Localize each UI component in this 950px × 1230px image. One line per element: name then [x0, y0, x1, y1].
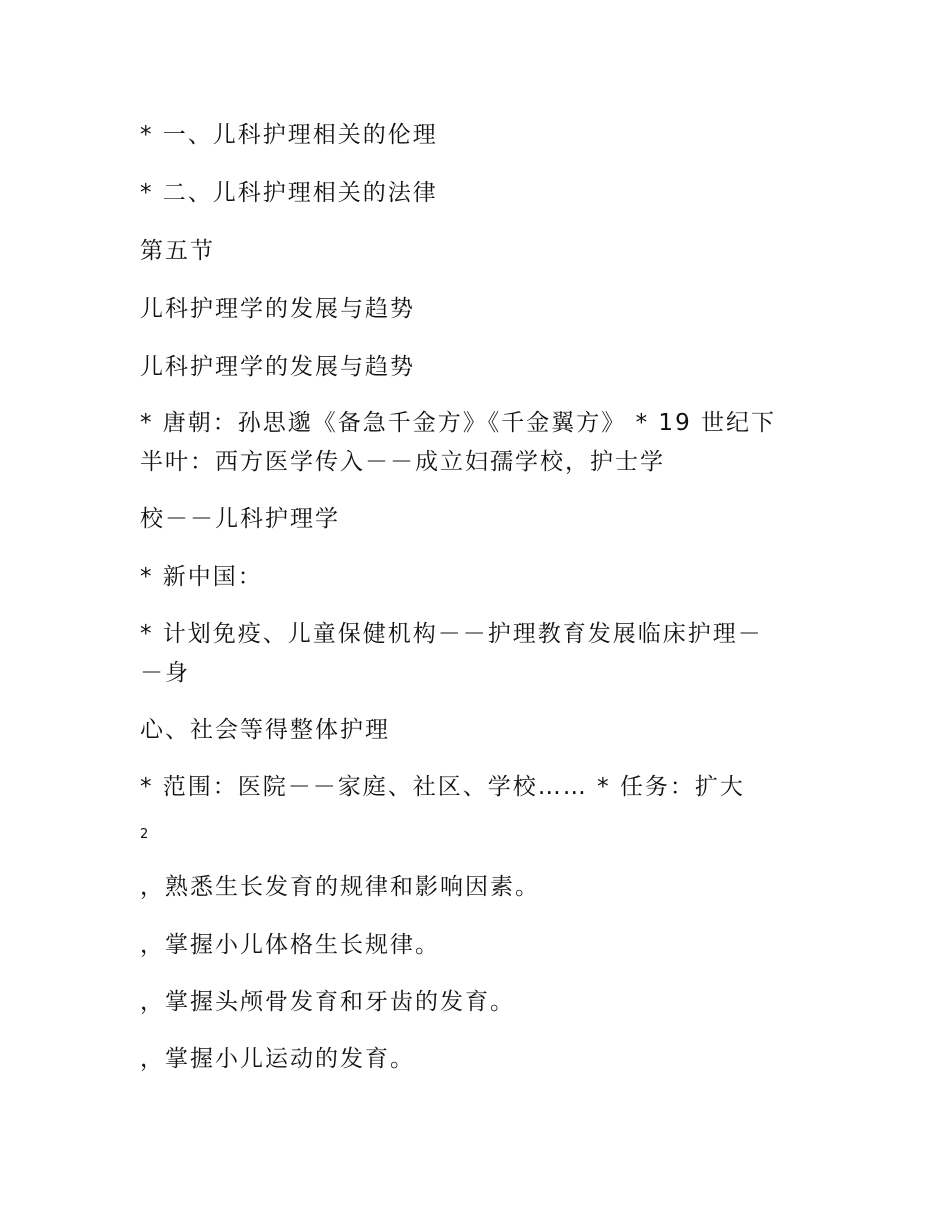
text-line: －身 [140, 660, 190, 686]
text-line: * 二、儿科护理相关的法律 [140, 180, 438, 206]
section-heading: 第五节 [140, 238, 215, 264]
list-item: ，掌握头颅骨发育和牙齿的发育。 [140, 989, 515, 1015]
page-number: 2 [140, 827, 149, 842]
list-item: ，熟悉生长发育的规律和影响因素。 [140, 874, 540, 900]
text-line: 半叶：西方医学传入－－成立妇孺学校，护士学 [140, 449, 665, 475]
text-line: * 新中国： [140, 564, 263, 590]
text-line: * 范围：医院－－家庭、社区、学校…… * 任务：扩大 [140, 774, 745, 800]
text-line: * 一、儿科护理相关的伦理 [140, 122, 438, 148]
list-item: ，掌握小儿运动的发育。 [140, 1046, 415, 1072]
text-line: 校－－儿科护理学 [140, 506, 340, 532]
text-line: * 唐朝：孙思邈《备急千金方》《千金翼方》 * 19 世纪下 [140, 410, 777, 436]
section-title: 儿科护理学的发展与趋势 [140, 354, 415, 380]
text-line: 心、社会等得整体护理 [140, 717, 390, 743]
section-title: 儿科护理学的发展与趋势 [140, 296, 415, 322]
list-item: ，掌握小儿体格生长规律。 [140, 932, 440, 958]
text-line: * 计划免疫、儿童保健机构－－护理教育发展临床护理－ [140, 621, 763, 647]
